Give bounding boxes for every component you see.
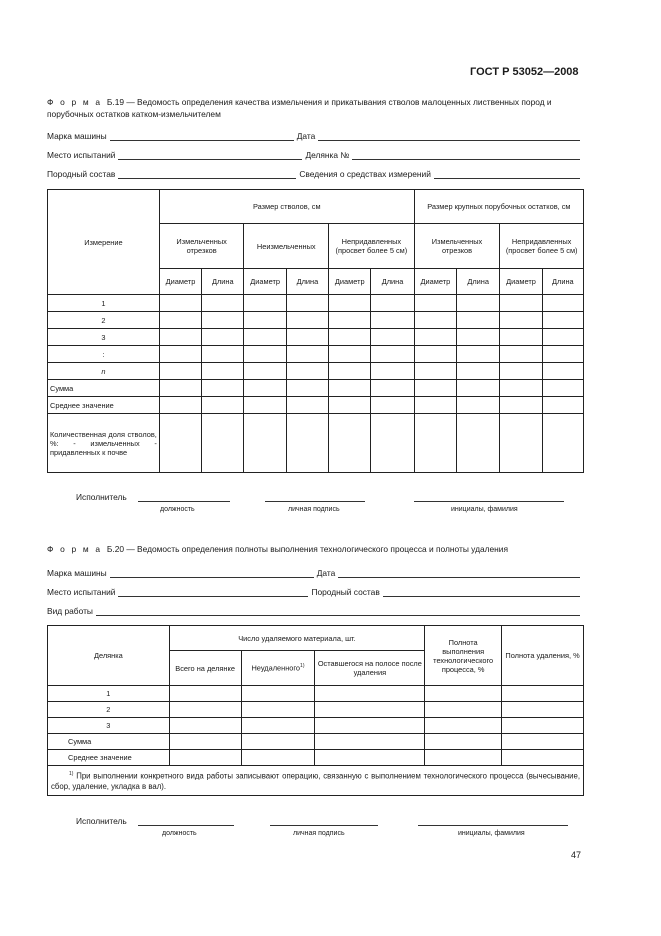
row-label: 2	[48, 702, 170, 718]
row-label: 2	[48, 312, 160, 329]
plot-label: Делянка №	[305, 150, 350, 160]
breed-label: Породный состав	[47, 169, 116, 179]
place-line[interactable]	[118, 150, 302, 160]
diameter-header: Диаметр	[159, 269, 201, 295]
sum-label: Сумма	[48, 380, 160, 397]
place-line[interactable]	[118, 587, 308, 597]
instruments-label: Сведения о средствах измерений	[299, 169, 431, 179]
trunk-size-header: Размер стволов, см	[159, 190, 414, 224]
form19-executor-label: Исполнитель	[76, 492, 127, 502]
form19-position-line[interactable]	[138, 493, 230, 502]
left-on-strip-header: Оставшегося на полосе после удаления	[315, 651, 425, 686]
form19-title-prefix: Ф о р м а	[47, 97, 103, 107]
form19-row-place	[47, 148, 583, 160]
form20-table	[47, 625, 584, 796]
form20-signature-line[interactable]	[270, 817, 378, 826]
form20-name-caption: инициалы, фамилия	[458, 830, 525, 837]
residue-size-header: Размер крупных порубочных остатков, см	[414, 190, 583, 224]
completeness-removal-header: Полнота удаления, %	[502, 626, 584, 686]
place-label: Место испытаний	[47, 150, 116, 160]
date-line[interactable]	[318, 131, 580, 141]
diameter-header: Диаметр	[414, 269, 456, 295]
plot-header: Делянка	[48, 626, 170, 686]
page-number: 47	[571, 850, 582, 860]
chopped-header: Измельченных отрезков	[414, 224, 500, 269]
row-label: 1	[48, 295, 160, 312]
breed-label: Породный состав	[311, 587, 380, 597]
machine-line[interactable]	[110, 131, 294, 141]
date-label: Дата	[296, 131, 316, 141]
measure-header: Измерение	[48, 190, 160, 295]
date-line[interactable]	[338, 568, 580, 578]
diameter-header: Диаметр	[244, 269, 286, 295]
form19-row-breed	[47, 167, 583, 179]
chopped-cuts-header: Измельченных отрезков	[159, 224, 244, 269]
total-header: Всего на делянке	[169, 651, 241, 686]
sum-label: Сумма	[48, 734, 170, 750]
diameter-header: Диаметр	[500, 269, 542, 295]
length-header: Длина	[371, 269, 414, 295]
breed-line[interactable]	[383, 587, 580, 597]
diameter-header: Диаметр	[329, 269, 371, 295]
length-header: Длина	[202, 269, 244, 295]
footnote-cell	[48, 766, 584, 796]
form19-name-caption: инициалы, фамилия	[451, 506, 518, 513]
mean-label: Среднее значение	[48, 750, 170, 766]
form19-position-caption: должность	[160, 506, 195, 513]
share-label: Количественная доля стволов, %: - измельченных - придавленных к почве	[48, 414, 160, 473]
plot-line[interactable]	[352, 150, 580, 160]
not-removed-text: Неудаленного	[251, 663, 301, 673]
form20-row-place	[47, 585, 583, 597]
work-label: Вид работы	[47, 606, 93, 616]
footnote-text: При выполнении конкретного вида работы записывают операцию, связанную с выполнением технологического процесса (вычесывание, сбор, удаление, укладка в вал).	[51, 771, 580, 791]
row-label: 3	[48, 718, 170, 734]
row-label: n	[48, 363, 160, 380]
completeness-process-header: Полнота выполнения технологического процесса, %	[425, 626, 502, 686]
not-removed-header	[241, 651, 315, 686]
not-pressed2-header: Непридавленных (просвет более 5 см)	[500, 224, 584, 269]
removed-header: Число удаляемого материала, шт.	[169, 626, 424, 651]
row-label: 1	[48, 686, 170, 702]
unchopped-header: Неизмельченных	[244, 224, 329, 269]
form20-name-line[interactable]	[418, 817, 568, 826]
form19-title-text: Б.19 — Ведомость определения качества измельчения и прикатывания стволов малоценных лиственных пород и порубочных остатков катком-измельчителем	[47, 97, 552, 119]
form19-signature-caption: личная подпись	[288, 506, 340, 513]
machine-label: Марка машины	[47, 131, 107, 141]
machine-line[interactable]	[110, 568, 314, 578]
form19-table	[47, 189, 584, 473]
form20-executor-label: Исполнитель	[76, 816, 127, 826]
length-header: Длина	[542, 269, 583, 295]
form20-signature-caption: личная подпись	[293, 830, 345, 837]
not-pressed-header: Непридавленных (просвет более 5 см)	[329, 224, 415, 269]
form20-row-work	[47, 604, 583, 616]
work-line[interactable]	[96, 606, 580, 616]
row-label: 3	[48, 329, 160, 346]
form19-signature-line[interactable]	[265, 493, 365, 502]
instruments-line[interactable]	[434, 169, 580, 179]
form19-row-machine	[47, 129, 583, 141]
form20-position-line[interactable]	[138, 817, 234, 826]
length-header: Длина	[457, 269, 500, 295]
mean-label: Среднее значение	[48, 397, 160, 414]
form20-title	[47, 543, 583, 555]
place-label: Место испытаний	[47, 587, 116, 597]
footnote-cell-mark: 1)	[69, 771, 74, 778]
form20-title-text: Б.20 — Ведомость определения полноты выполнения технологического процесса и полноты удаления	[106, 544, 509, 554]
date-label: Дата	[316, 568, 336, 578]
form19-name-line[interactable]	[414, 493, 564, 502]
machine-label: Марка машины	[47, 568, 107, 578]
form20-row-machine	[47, 566, 583, 578]
form19-title	[47, 96, 583, 120]
length-header: Длина	[286, 269, 328, 295]
footnote-mark: 1)	[300, 663, 305, 670]
row-label: :	[48, 346, 160, 363]
standard-designation: ГОСТ Р 53052—2008	[470, 66, 579, 78]
form20-title-prefix: Ф о р м а	[47, 544, 103, 554]
form20-position-caption: должность	[162, 830, 197, 837]
breed-line[interactable]	[118, 169, 296, 179]
